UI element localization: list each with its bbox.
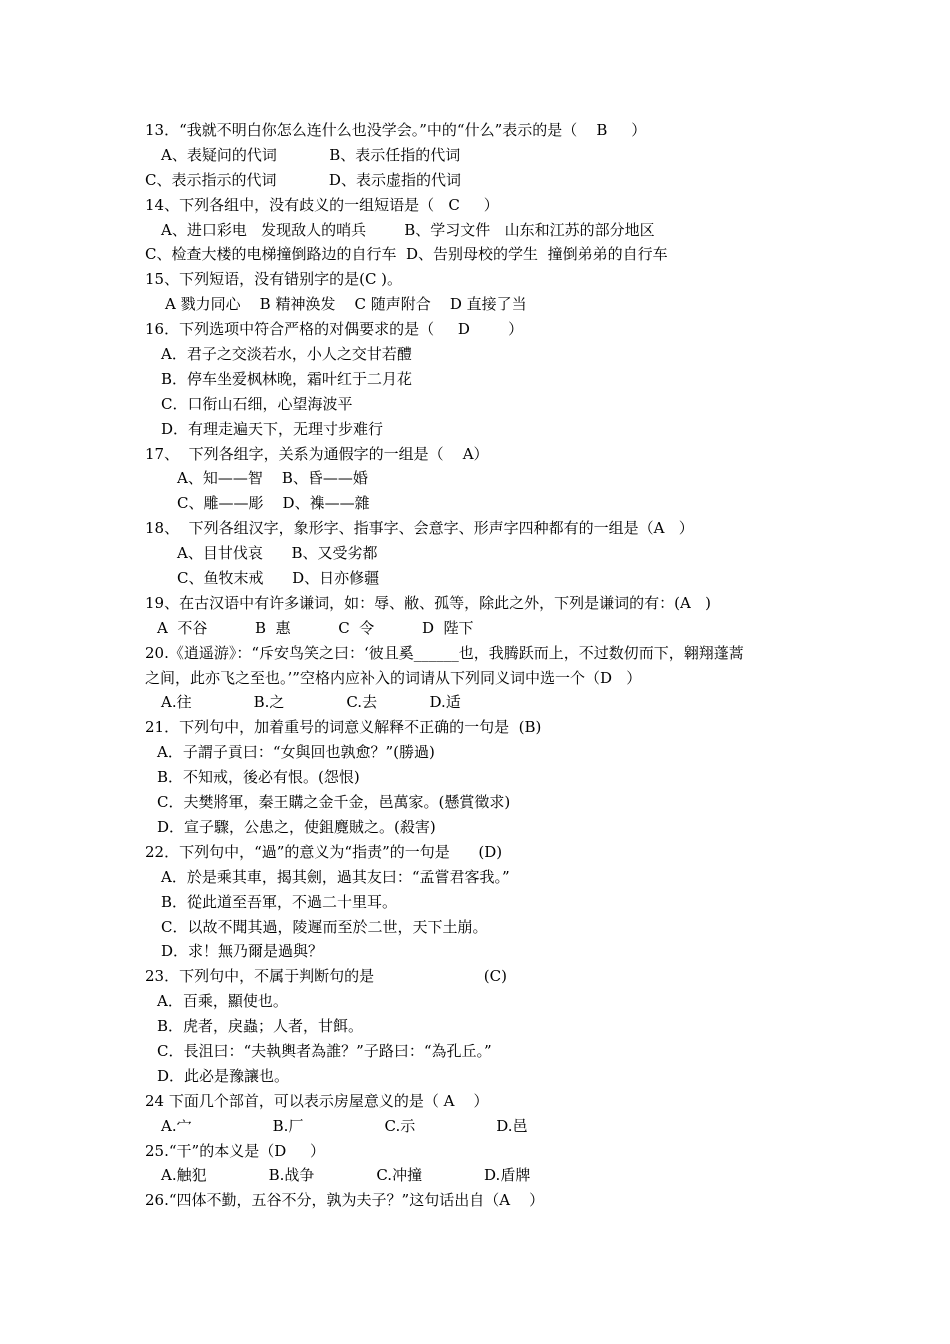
text-line: 22．下列句中，“過”的意义为“指责”的一句是 (D) xyxy=(145,842,503,861)
text-line: A、知——智 B、昏——婚 xyxy=(177,469,368,488)
text-line: 25.“干”的本义是（D ） xyxy=(145,1141,326,1160)
text-line: A．君子之交淡若水，小人之交甘若醴 xyxy=(161,345,412,364)
text-line: 14、下列各组中，没有歧义的一组短语是（ C ） xyxy=(145,195,499,214)
text-line: B．從此道至吾軍，不過二十里耳。 xyxy=(161,892,398,911)
text-line: B．停车坐爱枫林晚，霜叶红于二月花 xyxy=(161,369,413,388)
text-line: 24 下面几个部首，可以表示房屋意义的是（ A ） xyxy=(145,1091,489,1110)
text-line: 23．下列句中，不属于判断句的是 (C) xyxy=(145,967,507,986)
text-line: C．夫樊將軍，秦王購之金千金，邑萬家。(懸賞徵求) xyxy=(157,793,511,812)
question-list xyxy=(145,118,825,1213)
text-line: A．子謂子貢曰：“女與回也孰愈？”(勝過) xyxy=(157,743,435,762)
text-line: B．不知戒，後必有恨。(怨恨) xyxy=(157,768,360,787)
text-line: A．百乘，顯使也。 xyxy=(157,992,288,1011)
text-line: 19、在古汉语中有许多谦词，如：辱、敝、孤等，除此之外，下列是谦词的有：(A ) xyxy=(145,593,711,612)
text-line: C．以故不聞其過，陵遲而至於二世，天下土崩。 xyxy=(161,917,488,936)
text-line: 15、下列短语，没有错别字的是(C )。 xyxy=(145,270,403,289)
text-line: C、检查大楼的电梯撞倒路边的自行车 D、告别母校的学生 撞倒弟弟的自行车 xyxy=(145,245,668,264)
text-line: A、目甘伐哀 B、又受劣都 xyxy=(177,544,378,563)
text-line: 之间，此亦飞之至也。’”空格内应补入的词请从下列同义词中选一个（D ） xyxy=(145,668,642,687)
text-line: D．宣子驟，公患之，使鉏麑賊之。(殺害) xyxy=(157,817,436,836)
text-line: C．長沮曰：“夫執輿者為誰？”子路曰：“為孔丘。” xyxy=(157,1041,492,1060)
text-line: C、表示指示的代词 D、表示虚指的代词 xyxy=(145,170,461,189)
text-line: C、雕——彫 D、襍——雜 xyxy=(177,494,370,513)
text-line: 17、 下列各组字，关系为通假字的一组是（ A） xyxy=(145,444,489,463)
text-line: 26.“四体不勤，五谷不分，孰为夫子？”这句话出自（A ） xyxy=(145,1191,545,1210)
text-line: 13．“我就不明白你怎么连什么也没学会。”中的“什么”表示的是（ B ） xyxy=(145,121,647,139)
text-line: A、进口彩电 发现敌人的哨兵 B、学习文件 山东和江苏的部分地区 xyxy=(161,220,655,239)
text-line: 21．下列句中，加着重号的词意义解释不正确的一句是 (B) xyxy=(145,718,542,737)
text-line: D．有理走遍天下，无理寸步难行 xyxy=(161,419,384,438)
text-line: A 不谷 B 惠 C 令 D 陛下 xyxy=(157,618,474,637)
text-line: 16．下列选项中符合严格的对偶要求的是（ D ） xyxy=(145,320,524,339)
text-line: A.宀 B.厂 C.示 D.邑 xyxy=(161,1116,528,1135)
text-line: 18、 下列各组汉字，象形字、指事字、会意字、形声字四种都有的一组是（A ） xyxy=(145,519,694,538)
text-line: A、表疑问的代词 B、表示任指的代词 xyxy=(161,145,461,164)
text-line: A．於是乘其車，揭其劍，過其友曰：“孟嘗君客我。” xyxy=(161,867,510,886)
text-line: 20.《逍遥游》：“斥安鸟笑之曰：‘彼且奚______也，我腾跃而上，不过数仞而下，翱翔蓬蒿 xyxy=(145,643,744,662)
text-line: A 戮力同心 B 精神涣发 C 随声附合 D 直接了当 xyxy=(165,295,527,314)
text-line: C．口衔山石细，心望海波平 xyxy=(161,394,353,413)
text-line: C、鱼牧末戒 D、日亦修疆 xyxy=(177,569,380,588)
text-line: A.触犯 B.战争 C.冲撞 D.盾牌 xyxy=(161,1166,531,1185)
text-line: D．求！無乃爾是過與？ xyxy=(161,942,324,961)
text-line: A.往 B.之 C.去 D.适 xyxy=(161,693,461,712)
text-line: B．虎者，戾蟲；人者，甘餌。 xyxy=(157,1017,364,1036)
text-line: D．此必是豫讓也。 xyxy=(157,1066,290,1085)
